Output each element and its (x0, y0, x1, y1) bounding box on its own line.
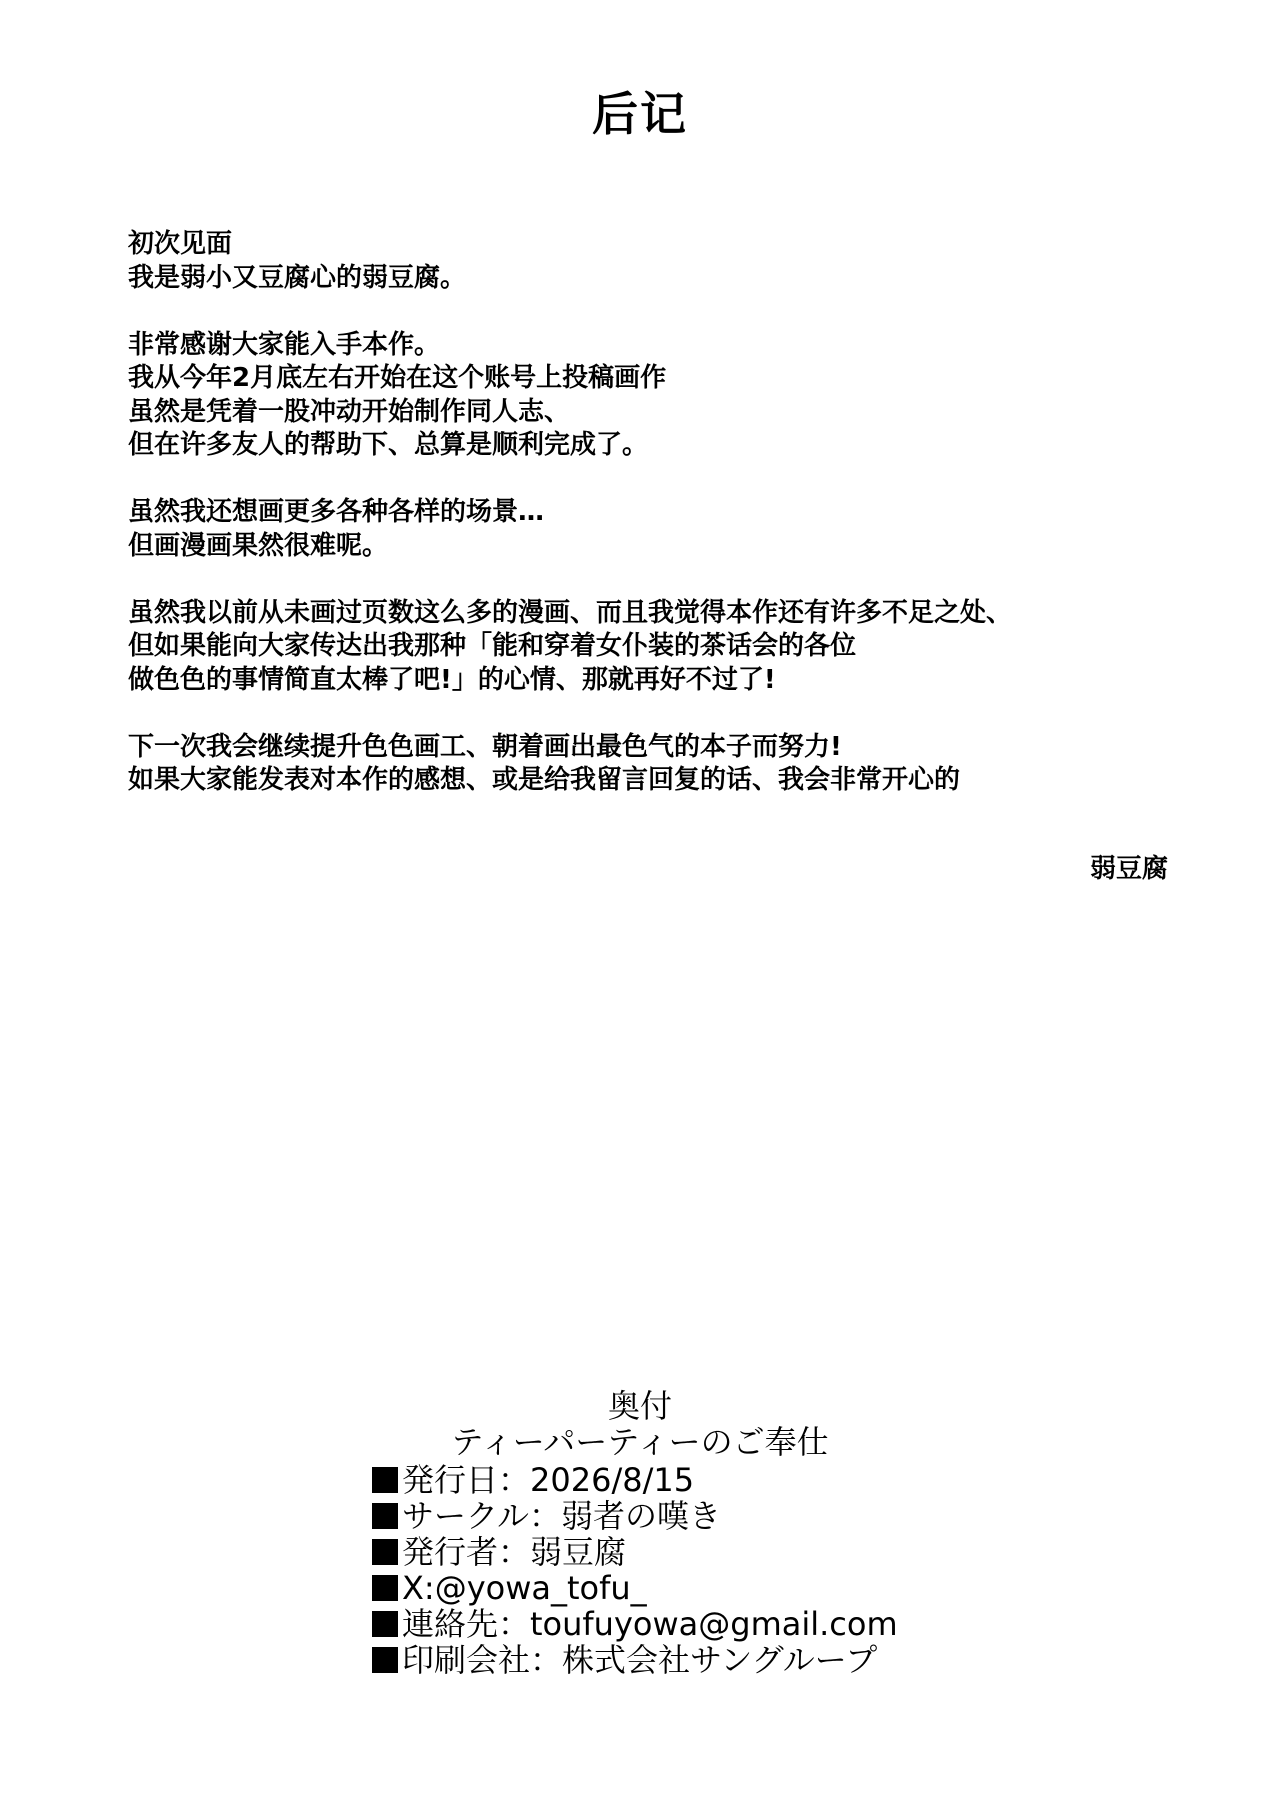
text-line: 但在许多友人的帮助下、总算是顺利完成了。 (128, 430, 649, 460)
colophon-item-text: X:@yowa_tofu_ (402, 1569, 647, 1607)
text-line: 虽然我还想画更多各种各样的场景… (128, 497, 545, 527)
colophon-item-text: 印刷会社：株式会社サングループ (402, 1641, 878, 1679)
colophon-item-text: 連絡先：toufuyowa@gmail.com (402, 1605, 898, 1643)
text-line: 我是弱小又豆腐心的弱豆腐。 (128, 262, 467, 293)
text-line: 但如果能向大家传达出我那种「能和穿着女仆装的茶话会的各位 (128, 631, 857, 661)
colophon-item-printer (372, 1642, 1272, 1678)
colophon-item-circle (372, 1498, 1272, 1534)
paragraph (128, 731, 1178, 798)
colophon (0, 1387, 1280, 1679)
square-bullet-icon (372, 1611, 398, 1637)
text-line: 初次见面 (128, 229, 233, 259)
colophon-item-contact (372, 1606, 1272, 1642)
square-bullet-icon (372, 1503, 398, 1529)
colophon-heading: 奥付 (607, 1387, 672, 1425)
paragraph (128, 228, 1178, 295)
text-line: 做色色的事情简直太棒了吧!」的心情、那就再好不过了! (128, 664, 776, 695)
square-bullet-icon (372, 1539, 398, 1565)
paragraph (128, 496, 1178, 563)
colophon-item-date (372, 1462, 1272, 1498)
square-bullet-icon (372, 1647, 398, 1673)
text-line: 虽然我以前从未画过页数这么多的漫画、而且我觉得本作还有许多不足之处、 (128, 597, 1013, 628)
colophon-item-text: 発行日：2026/8/15 (402, 1461, 695, 1499)
text-line: 我从今年2月底左右开始在这个账号上投稿画作 (128, 363, 667, 393)
afterword-body (128, 228, 1178, 831)
text-line: 虽然是凭着一股冲动开始制作同人志、 (128, 396, 571, 427)
colophon-item-publisher (372, 1534, 1272, 1570)
square-bullet-icon (372, 1467, 398, 1493)
colophon-item-x-account (372, 1570, 1272, 1606)
paragraph (128, 329, 1178, 463)
colophon-item-text: 発行者：弱豆腐 (402, 1533, 627, 1571)
colophon-work-title: ティーパーティーのご奉仕 (451, 1423, 829, 1461)
colophon-list (372, 1462, 1272, 1678)
text-line: 下一次我会继续提升色色画工、朝着画出最色气的本子而努力! (128, 731, 842, 762)
signature: 弱豆腐 (1089, 854, 1168, 884)
colophon-item-text: サークル：弱者の嘆き (402, 1497, 722, 1535)
square-bullet-icon (372, 1575, 398, 1601)
text-line: 非常感谢大家能入手本作。 (128, 329, 441, 360)
text-line: 但画漫画果然很难呢。 (128, 530, 389, 561)
page-title: 后记 (592, 87, 688, 141)
paragraph (128, 597, 1178, 698)
text-line: 如果大家能发表对本作的感想、或是给我留言回复的话、我会非常开心的 (128, 765, 961, 795)
